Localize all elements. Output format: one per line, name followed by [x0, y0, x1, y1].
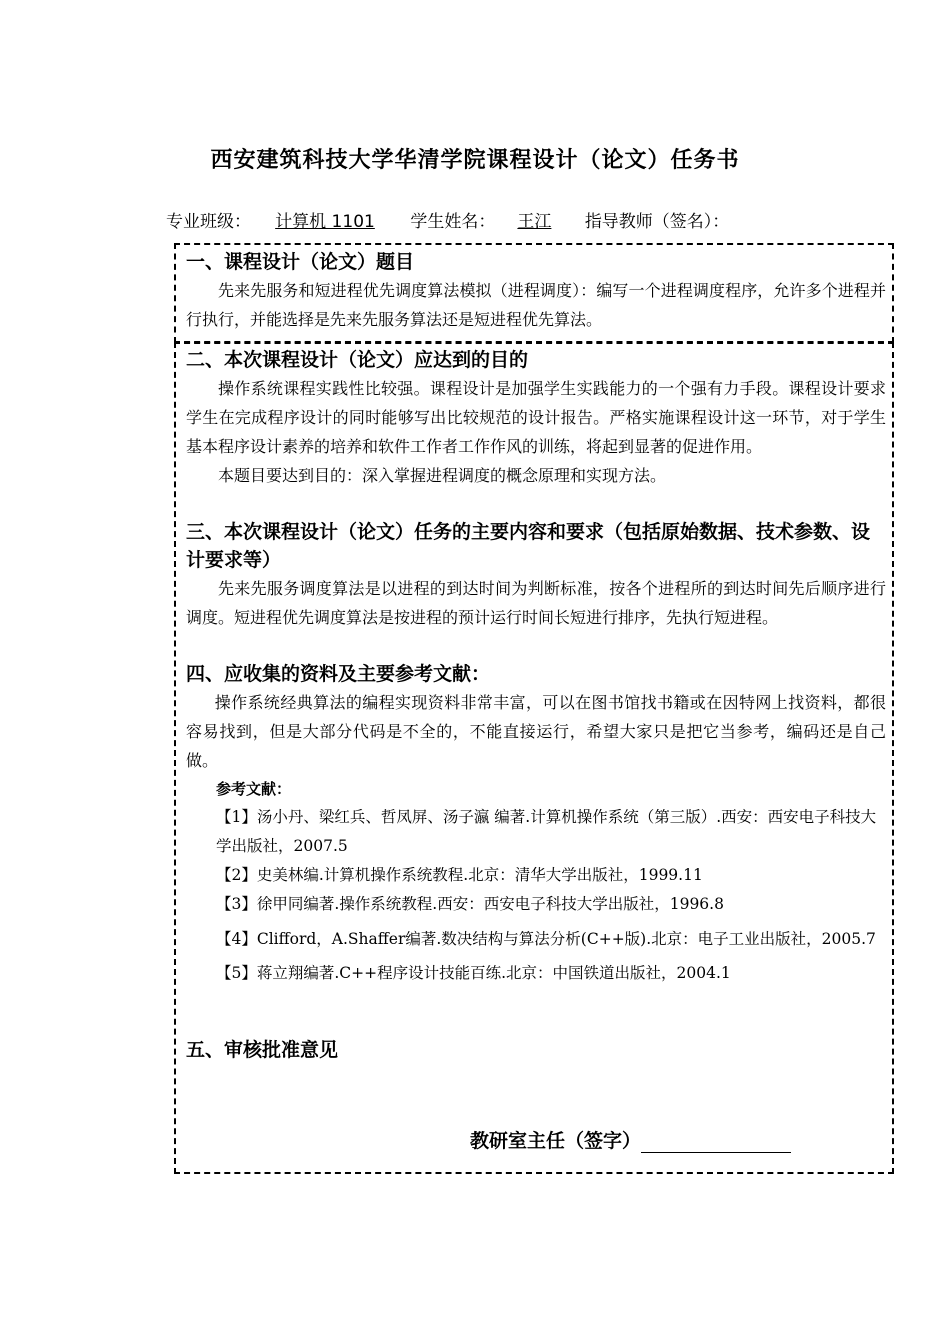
- section-4-heading: 四、应收集的资料及主要参考文献：: [186, 663, 491, 685]
- reference-item: 【2】史美林编.计算机操作系统教程.北京：清华大学出版社，1999.11: [216, 866, 703, 884]
- student-value: 王江: [517, 212, 552, 232]
- section-2-body: 操作系统课程实践性比较强。课程设计是加强学生实践能力的一个强有力手段。课程设计要求学生在完成程序设计的同时能够写出比较规范的设计报告。严格实施课程设计这一环节，对于学生基本程序设计素养的培养和软件工作者工作作风的训练，将起到显著的促进作用。: [186, 379, 886, 456]
- signature-label: 教研室主任（签字）: [470, 1130, 642, 1152]
- section-2-heading: 二、本次课程设计（论文）应达到的目的: [186, 349, 529, 371]
- reference-item: 【1】汤小丹、梁红兵、哲凤屏、汤子瀛 编著.计算机操作系统（第三版）.西安：西安电子科技大学出版社，2007.5: [216, 808, 877, 855]
- signature-row: [470, 1126, 791, 1153]
- student-label: 学生姓名：: [410, 212, 496, 232]
- section-1-heading: 一、课程设计（论文）题目: [186, 251, 415, 273]
- section-1-body: 先来先服务和短进程优先调度算法模拟（进程调度）：编写一个进程调度程序，允许多个进程并行执行，并能选择是先来先服务算法还是短进程优先算法。: [186, 281, 886, 329]
- references-heading: 参考文献：: [216, 780, 292, 798]
- major-label: 专业班级：: [166, 212, 251, 232]
- section-4-body: 操作系统经典算法的编程实现资料非常丰富，可以在图书馆找书籍或在因特网上找资料，都很容易找到，但是大部分代码是不全的，不能直接运行，希望大家只是把它当参考，编码还是自己做。: [186, 693, 886, 770]
- section-1: [186, 248, 886, 334]
- section-4: [186, 660, 886, 988]
- major-value: 计算机 1101: [275, 212, 375, 232]
- student-info-row: [166, 207, 729, 232]
- section-3: [186, 518, 886, 632]
- reference-item: 【5】蒋立翔编著.C++程序设计技能百练.北京：中国铁道出版社，2004.1: [216, 964, 731, 982]
- section-2: [186, 346, 886, 490]
- section-5: [186, 1036, 886, 1064]
- section-3-body: 先来先服务调度算法是以进程的到达时间为判断标准，按各个进程所的到达时间先后顺序进行调度。短进程优先调度算法是按进程的预计运行时间长短进行排序，先执行短进程。: [186, 579, 886, 627]
- section-5-heading: 五、审核批准意见: [186, 1039, 339, 1061]
- section-2-goal: 本题目要达到目的：深入掌握进程调度的概念原理和实现方法。: [218, 466, 667, 485]
- signature-line[interactable]: [641, 1130, 791, 1153]
- teacher-label: 指导教师（签名）：: [584, 212, 730, 232]
- reference-item: 【4】Clifford，A.Shaffer编著.数决结构与算法分析(C++版).北京：电子工业出版社，2005.7: [216, 930, 876, 948]
- document-title: 西安建筑科技大学华清学院课程设计（论文）任务书: [210, 147, 740, 173]
- reference-item: 【3】徐甲同编著.操作系统教程.西安：西安电子科技大学出版社，1996.8: [216, 895, 724, 913]
- section-3-heading: 三、本次课程设计（论文）任务的主要内容和要求（包括原始数据、技术参数、设计要求等）: [186, 521, 871, 571]
